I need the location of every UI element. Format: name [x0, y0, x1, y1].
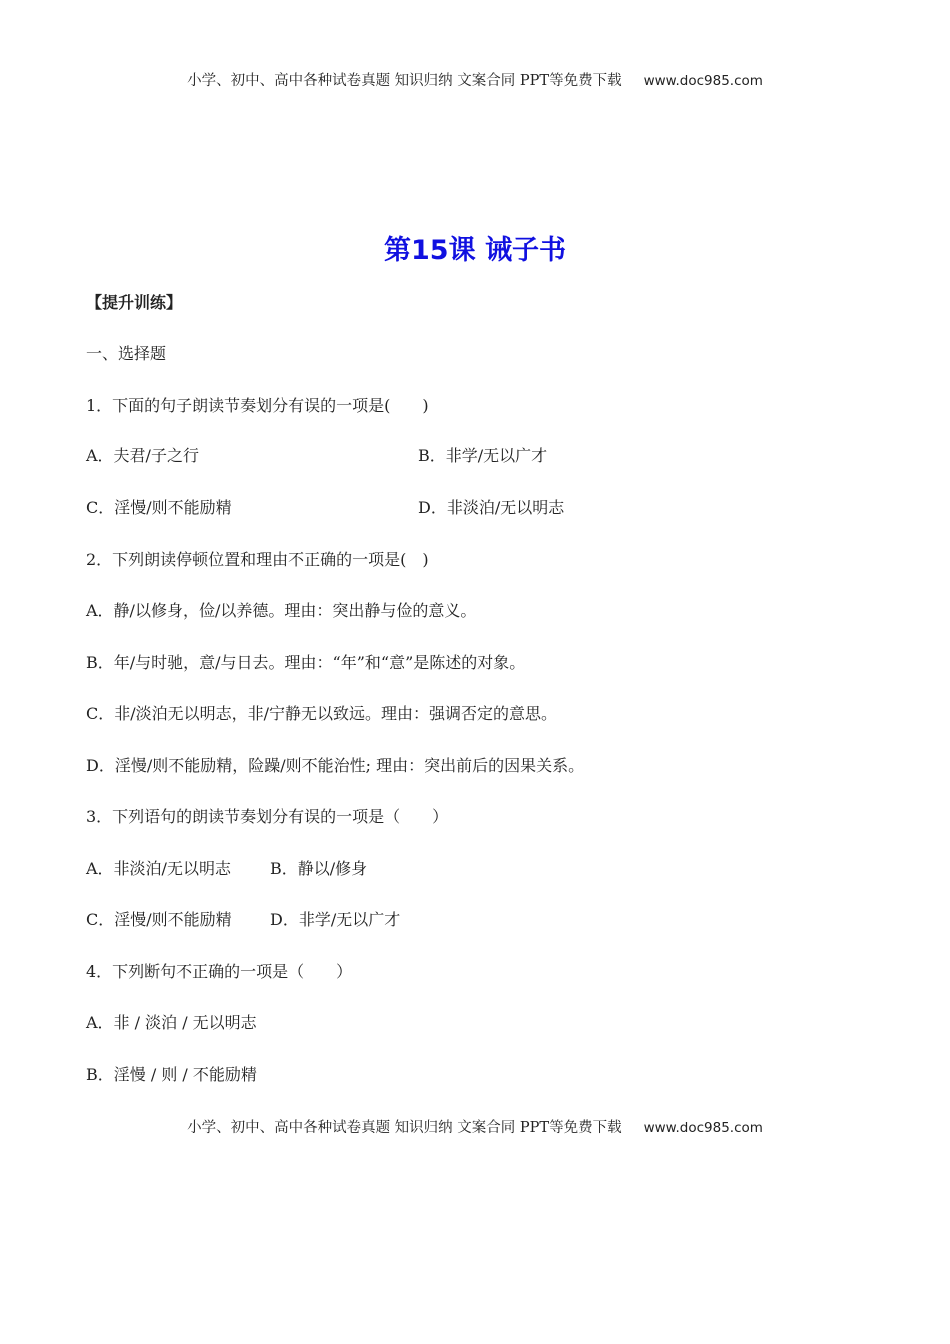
- option-row: [86, 910, 401, 930]
- header-text: 小学、初中、高中各种试卷真题 知识归纳 文案合同 PPT等免费下载: [187, 73, 622, 89]
- footer-text: 小学、初中、高中各种试卷真题 知识归纳 文案合同 PPT等免费下载: [187, 1120, 622, 1136]
- option-row: [86, 446, 548, 466]
- part-heading: 一、选择题: [86, 344, 167, 363]
- q2-option-a: A．静/以修身，俭/以养德。理由：突出静与俭的意义。: [86, 601, 477, 620]
- footer-url: www.doc985.com: [643, 1120, 763, 1136]
- q1-option-a: A．夫君/子之行: [86, 446, 199, 465]
- q2-option-c: C．非/淡泊无以明志，非/宁静无以致远。理由：强调否定的意思。: [86, 704, 558, 723]
- q2-option-b: B．年/与时驰，意/与日去。理由：“年”和“意”是陈述的对象。: [86, 653, 526, 672]
- q1-option-c: C．淫慢/则不能励精: [86, 498, 232, 517]
- question-3: 3．下列语句的朗读节奏划分有误的一项是（ ）: [86, 807, 449, 826]
- section-heading: 【提升训练】: [86, 293, 183, 312]
- question-2: 2．下列朗读停顿位置和理由不正确的一项是( ): [86, 550, 429, 569]
- q3-option-d: D．非学/无以广才: [270, 910, 401, 929]
- q1-option-d: D．非淡泊/无以明志: [418, 498, 565, 517]
- q3-option-a: A．非淡泊/无以明志: [86, 859, 231, 878]
- q4-option-a: A．非 / 淡泊 / 无以明志: [86, 1013, 257, 1032]
- q1-option-b: B．非学/无以广才: [418, 446, 548, 465]
- page-header: [0, 69, 950, 90]
- q3-option-b: B．静以/修身: [270, 859, 368, 878]
- q4-option-b: B．淫慢 / 则 / 不能励精: [86, 1065, 257, 1084]
- header-url: www.doc985.com: [643, 73, 763, 89]
- page-footer: [0, 1116, 950, 1137]
- option-row: [86, 498, 565, 518]
- q3-option-c: C．淫慢/则不能励精: [86, 910, 232, 929]
- page-title: 第15课 诫子书: [384, 235, 566, 266]
- q2-option-d: D．淫慢/则不能励精，险躁/则不能治性; 理由：突出前后的因果关系。: [86, 756, 585, 775]
- option-row: [86, 859, 368, 879]
- question-4: 4．下列断句不正确的一项是（ ）: [86, 962, 353, 981]
- question-1: 1．下面的句子朗读节奏划分有误的一项是( ): [86, 396, 429, 415]
